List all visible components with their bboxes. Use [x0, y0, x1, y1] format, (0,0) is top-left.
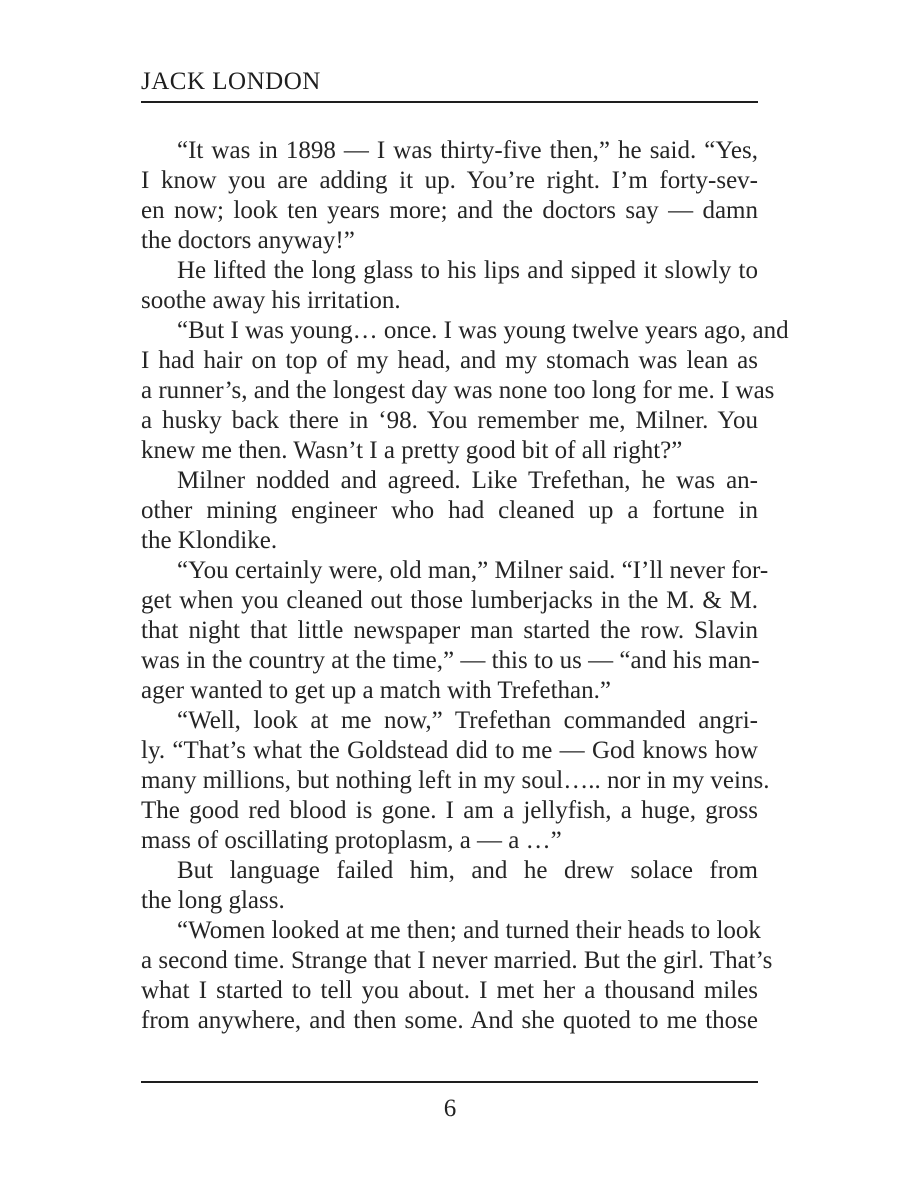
text-line: other mining engineer who had cleaned up a fortune in — [141, 497, 758, 524]
text-line: that night that little newspaper man started the row. Slavin — [141, 617, 758, 644]
text-line: mass of oscillating protoplasm, a — a …” — [141, 827, 562, 854]
text-line: “It was in 1898 — I was thirty-five then,” he said. “Yes, — [177, 137, 758, 164]
text-line: soothe away his irritation. — [141, 287, 401, 314]
text-line: ly. “That’s what the Goldstead did to me — God knows how — [141, 737, 758, 764]
text-line: “But I was young… once. I was young twelve years ago, and — [177, 317, 789, 344]
text-line: He lifted the long glass to his lips and sipped it slowly to — [177, 257, 758, 284]
text-line: get when you cleaned out those lumberjacks in the M. & M. — [141, 587, 758, 614]
text-line: The good red blood is gone. I am a jellyfish, a huge, gross — [141, 797, 758, 824]
text-line: But language failed him, and he drew solace from — [177, 857, 758, 884]
body-text — [141, 136, 789, 1036]
text-line: a second time. Strange that I never married. But the girl. That’s — [141, 947, 773, 974]
header-rule — [141, 101, 758, 103]
text-line: the doctors anyway!” — [141, 227, 355, 254]
text-line: many millions, but nothing left in my soul….. nor in my veins. — [141, 767, 770, 794]
text-line: “Well, look at me now,” Trefethan commanded angri- — [177, 707, 758, 734]
text-line: the Klondike. — [141, 527, 278, 554]
text-line: was in the country at the time,” — this to us — “and his man- — [141, 647, 760, 674]
page-number: 6 — [443, 1095, 457, 1122]
text-line: from anywhere, and then some. And she quoted to me those — [141, 1007, 758, 1034]
text-line: I had hair on top of my head, and my stomach was lean as — [141, 347, 758, 374]
text-line: Milner nodded and agreed. Like Trefethan, he was an- — [177, 467, 758, 494]
text-line: a runner’s, and the longest day was none too long for me. I was — [141, 377, 775, 404]
footer-rule — [141, 1081, 758, 1083]
text-line: “Women looked at me then; and turned their heads to look — [177, 917, 761, 944]
text-line: knew me then. Wasn’t I a pretty good bit of all right?” — [141, 437, 683, 464]
text-line: en now; look ten years more; and the doctors say — damn — [141, 197, 758, 224]
text-line: ager wanted to get up a match with Trefethan.” — [141, 677, 611, 704]
text-line: “You certainly were, old man,” Milner said. “I’ll never for- — [177, 557, 769, 584]
text-line: the long glass. — [141, 887, 285, 914]
running-header: JACK LONDON — [141, 68, 321, 95]
text-line: a husky back there in ‘98. You remember me, Milner. You — [141, 407, 758, 434]
text-line: I know you are adding it up. You’re right. I’m forty-sev- — [141, 167, 758, 194]
text-line: what I started to tell you about. I met her a thousand miles — [141, 977, 758, 1004]
